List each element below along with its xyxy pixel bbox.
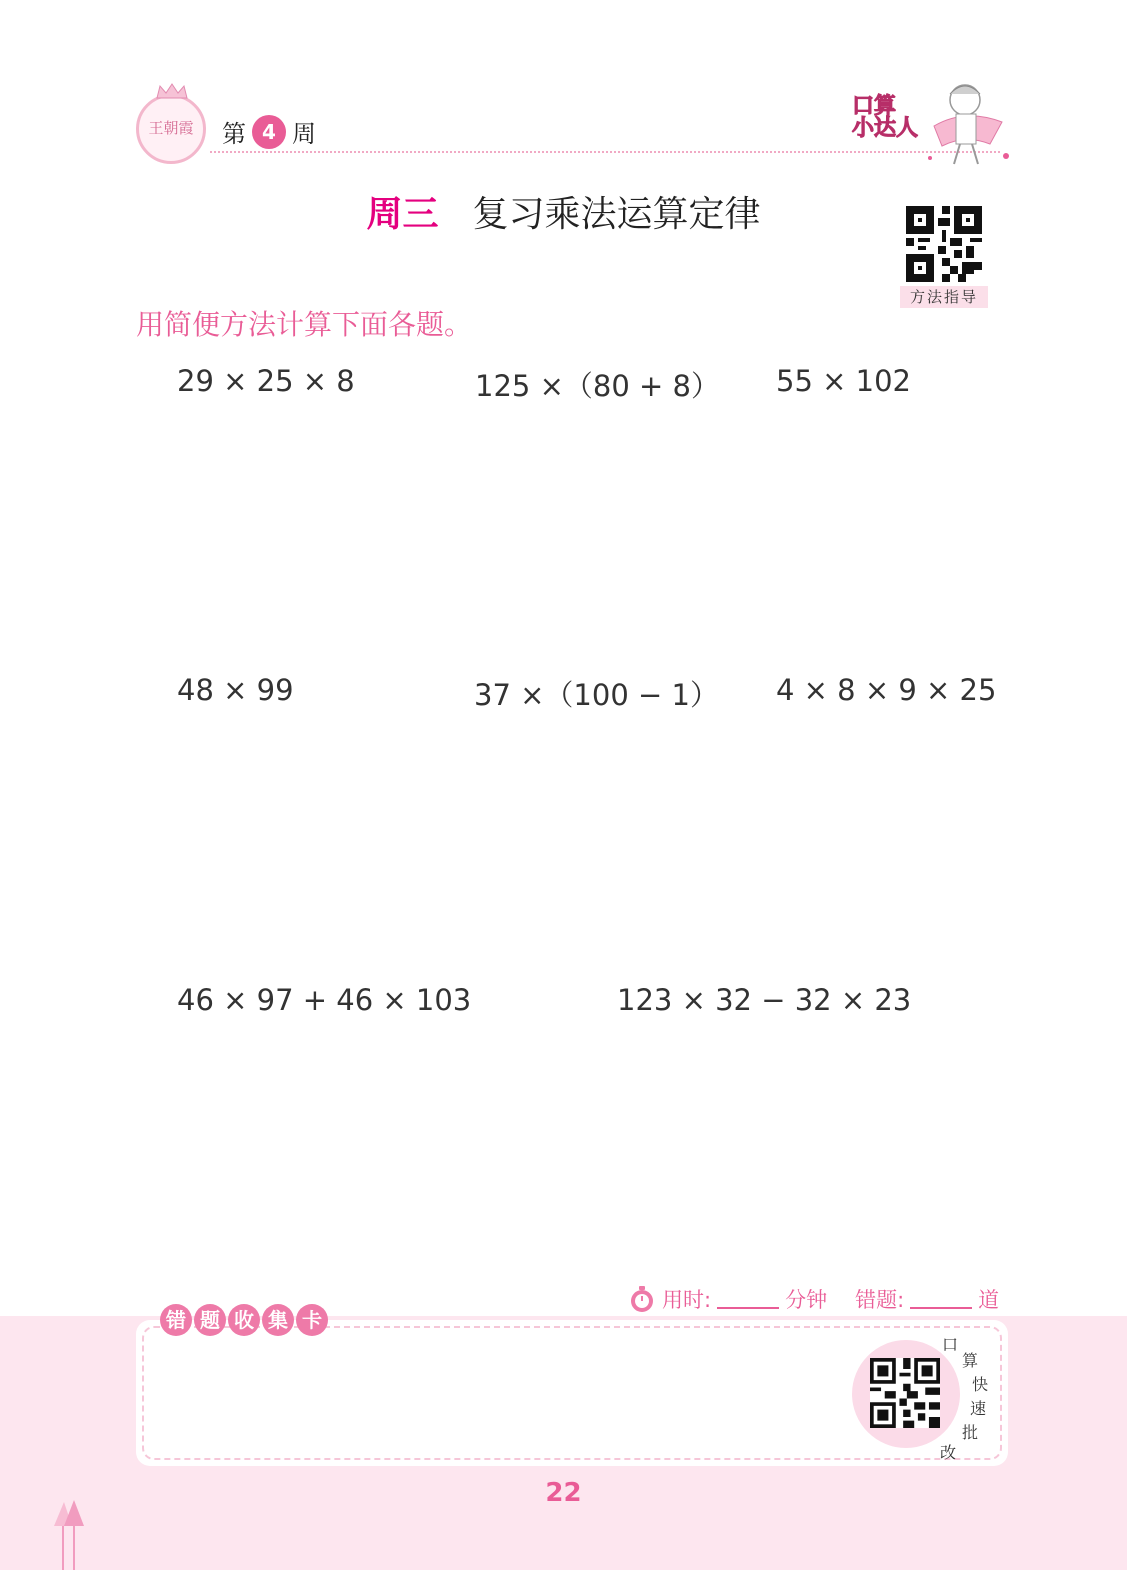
stopwatch-icon <box>628 1285 656 1313</box>
problem-1: 29 × 25 × 8 <box>177 364 355 398</box>
series-brand <box>852 96 918 140</box>
qr-code-icon <box>906 206 982 282</box>
problem-8: 123 × 32 − 32 × 23 <box>617 983 912 1017</box>
time-label: 用时: <box>662 1288 712 1312</box>
side-char-2: 算 <box>962 1351 979 1370</box>
week-label <box>222 114 316 149</box>
tag-char-2: 题 <box>194 1304 226 1336</box>
error-card-tag <box>160 1304 328 1336</box>
instruction-text: 用简便方法计算下面各题。 <box>136 308 473 341</box>
problem-3: 55 × 102 <box>776 364 911 398</box>
tag-char-1: 错 <box>160 1304 192 1336</box>
tag-char-4: 集 <box>262 1304 294 1336</box>
title-day: 周三 <box>366 194 439 235</box>
problem-6: 4 × 8 × 9 × 25 <box>776 673 997 707</box>
tag-char-3: 收 <box>228 1304 260 1336</box>
header-divider <box>210 151 1000 153</box>
decorative-arrows-icon <box>50 1496 90 1570</box>
side-char-1: 口 <box>942 1335 959 1354</box>
brand-line-2: 小达人 <box>852 116 919 141</box>
week-prefix: 第 <box>222 120 246 148</box>
error-count-blank[interactable] <box>910 1289 972 1309</box>
error-unit: 道 <box>978 1288 1000 1312</box>
week-suffix: 周 <box>292 120 316 148</box>
crown-icon <box>155 83 189 99</box>
publisher-logo <box>136 94 206 164</box>
logo-text: 王朝霞 <box>148 119 194 137</box>
side-char-6: 改 <box>940 1443 957 1462</box>
title-topic: 复习乘法运算定律 <box>472 194 761 235</box>
time-blank[interactable] <box>717 1289 779 1309</box>
side-char-5: 批 <box>962 1423 979 1442</box>
tag-char-5: 卡 <box>296 1304 328 1336</box>
time-unit: 分钟 <box>785 1288 828 1312</box>
quick-grading-qr-icon[interactable] <box>870 1358 940 1428</box>
side-char-3: 快 <box>972 1375 989 1394</box>
side-char-4: 速 <box>970 1399 987 1418</box>
brand-line-1: 口算 <box>852 94 897 119</box>
page-number: 22 <box>545 1478 582 1508</box>
week-number-badge: 4 <box>252 115 286 149</box>
problem-4: 48 × 99 <box>177 673 294 707</box>
problem-2: 125 ×（80 + 8） <box>475 369 720 403</box>
error-label: 错题: <box>855 1288 905 1312</box>
method-guide-label: 方法指导 <box>900 286 988 308</box>
time-error-record <box>628 1284 999 1314</box>
problem-5: 37 ×（100 − 1） <box>474 678 719 712</box>
mascot-illustration <box>920 78 1015 168</box>
problem-7: 46 × 97 + 46 × 103 <box>177 983 472 1017</box>
